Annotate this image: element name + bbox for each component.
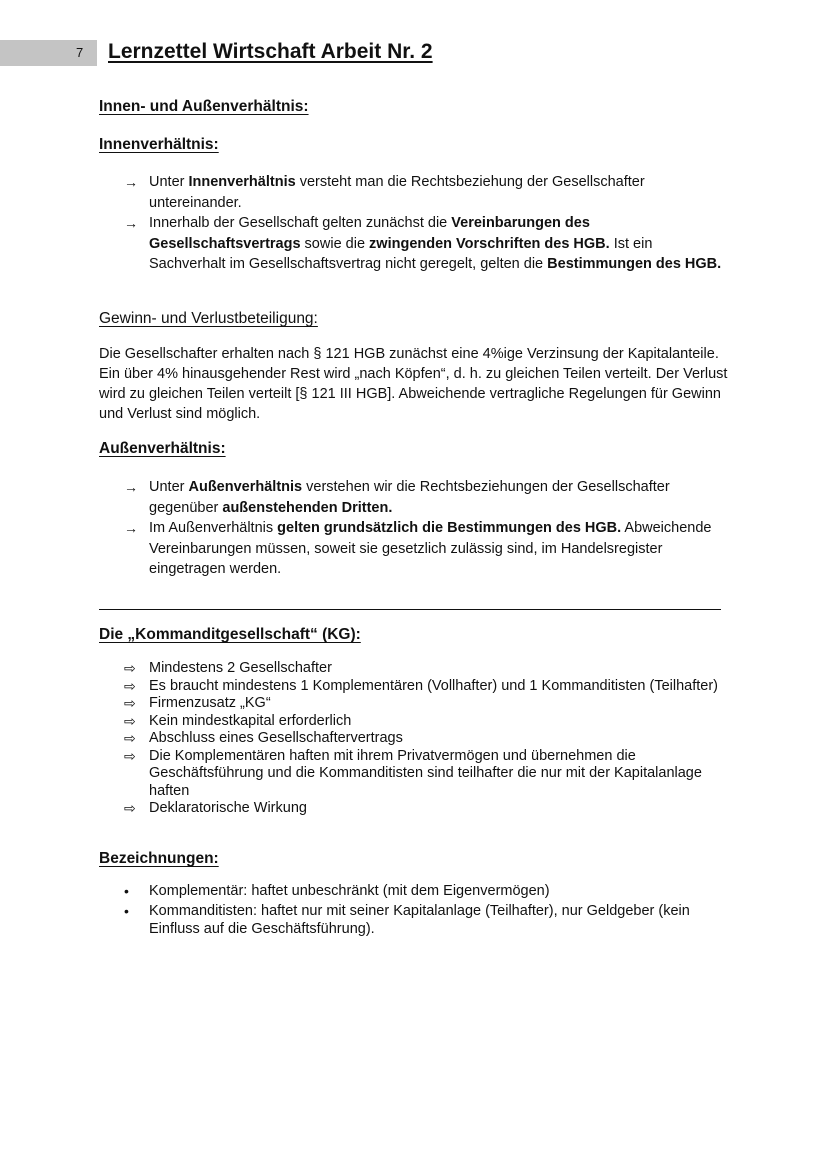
list-item: → Im Außenverhältnis gelten grundsätzlich die Bestimmungen des HGB. Abweichende Vereinbarungen müssen, soweit sie gesetzlich zulässig sind, im Handelsregister eingetragen werden. — [124, 520, 712, 577]
list-item: ⇨ Es braucht mindestens 1 Komplementären (Vollhafter) und 1 Kommanditisten (Teilhafter) — [124, 677, 719, 694]
list-item: ⇨ Kein mindestkapital erforderlich — [124, 712, 352, 729]
list-item: ⇨ Deklaratorische Wirkung — [124, 800, 307, 816]
heading-gewinn-verlust: Gewinn- und Verlustbeteiligung: — [99, 310, 318, 327]
page-number: 7 — [76, 45, 84, 60]
list-item: • Kommanditisten: haftet nur mit seiner Kapitalanlage (Teilhafter), nur Geldgeber (kein Einfluss auf die Geschäftsführung). — [124, 903, 690, 937]
list-item: ⇨ Firmenzusatz „KG“ — [124, 695, 271, 711]
heading-bezeichnungen: Bezeichnungen: — [99, 850, 219, 867]
list-item: → Unter Außenverhältnis verstehen wir die Rechtsbeziehungen der Gesellschafter gegenüber außenstehenden Dritten. — [124, 479, 670, 516]
bullet-icon: • — [124, 883, 129, 899]
arrow-icon: → — [124, 215, 138, 231]
arrow-icon: → — [124, 479, 138, 495]
heading-innen-aussen: Innen- und Außenverhältnis: — [99, 98, 309, 115]
bullet-icon: • — [124, 903, 129, 919]
hollow-arrow-icon: ⇨ — [124, 800, 136, 816]
gewinn-paragraph: Die Gesellschafter erhalten nach § 121 HGB zunächst eine 4%ige Verzinsung der Kapitalanteile. Ein über 4% hinausgehender Rest wird „nach Köpfen“, d. h. zu gleichen Teilen verteilt. Der Verlust wird zu gleichen Teilen verteilt [§ 121 III HGB]. Abweichende vertragliche Regelungen für Gewinn und Verlust sind möglich. — [99, 346, 728, 422]
page-title: Lernzettel Wirtschaft Arbeit Nr. 2 — [108, 40, 433, 63]
list-item: ⇨ Die Komplementären haften mit ihrem Privatvermögen und übernehmen die Geschäftsführung und die Kommanditisten sind teilhafter die nur mit der Kapitalanlage haften — [124, 747, 702, 799]
heading-kg: Die „Kommanditgesellschaft“ (KG): — [99, 626, 361, 643]
list-item: → Unter Innenverhältnis versteht man die Rechtsbeziehung der Gesellschafter untereinander. — [124, 174, 645, 211]
innen-list — [124, 172, 724, 275]
hollow-arrow-icon: ⇨ — [124, 747, 136, 764]
list-item: • Komplementär: haftet unbeschränkt (mit dem Eigenvermögen) — [124, 883, 550, 899]
section-divider — [99, 609, 721, 610]
hollow-arrow-icon: ⇨ — [124, 695, 136, 711]
hollow-arrow-icon: ⇨ — [124, 712, 136, 729]
heading-innenverhaeltnis: Innenverhältnis: — [99, 136, 219, 153]
aussen-list — [124, 477, 724, 580]
arrow-icon: → — [124, 520, 138, 536]
kg-list — [124, 660, 724, 818]
heading-aussenverhaeltnis: Außenverhältnis: — [99, 440, 226, 457]
list-item: ⇨ Mindestens 2 Gesellschafter — [124, 660, 332, 676]
bezeichnungen-list — [124, 882, 724, 940]
list-item: ⇨ Abschluss eines Gesellschaftervertrags — [124, 730, 403, 746]
hollow-arrow-icon: ⇨ — [124, 677, 136, 694]
list-item: → Innerhalb der Gesellschaft gelten zunächst die Vereinbarungen des Gesellschaftsvertrags sowie die zwingenden Vorschriften des HGB. Ist ein Sachverhalt im Gesellschaftsvertrag nicht geregelt, gelten die Bestimmungen des HGB. — [124, 215, 722, 272]
hollow-arrow-icon: ⇨ — [124, 660, 136, 676]
hollow-arrow-icon: ⇨ — [124, 730, 136, 746]
arrow-icon: → — [124, 174, 138, 190]
